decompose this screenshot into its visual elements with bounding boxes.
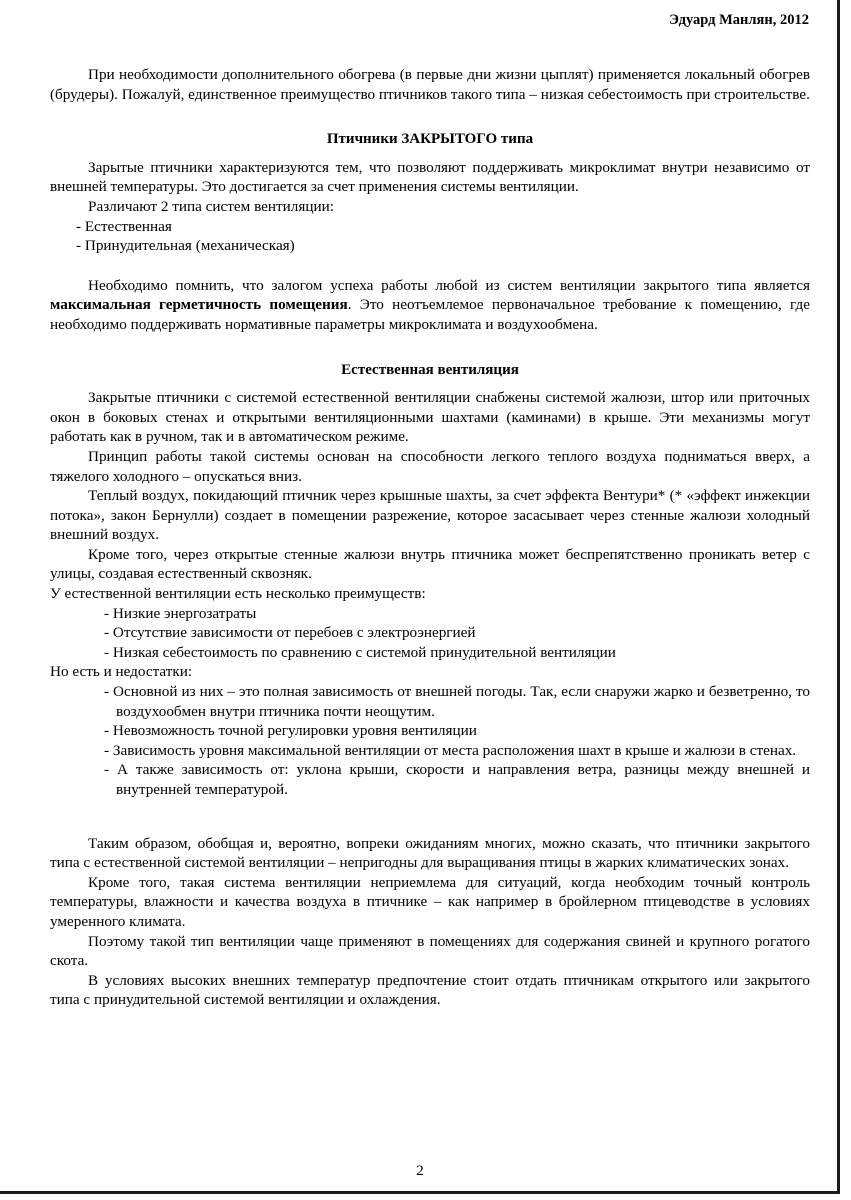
conclusion-paragraph: Таким образом, обобщая и, вероятно, вопреки ожиданиям многих, можно сказать, что птичники закрытого типа с естественной системой вентиляции – непригодны для выращивания птицы в жарких климатических зонах.	[50, 834, 810, 872]
disadvantages-intro: Но есть и недостатки:	[50, 663, 193, 681]
conclusion-paragraph: Поэтому такой тип вентиляции чаще применяют в помещениях для содержания свиней и крупного рогатого скота.	[50, 932, 810, 970]
list-item: - А также зависимость от: уклона крыши, скорости и направления ветра, разницы между внешней и внутренней температурой.	[104, 761, 810, 798]
natural-paragraph: Теплый воздух, покидающий птичник через крышные шахты, за счет эффекта Вентури* (* «эффект инжекции потока», закон Бернулли) создает в помещении разрежение, которое засасывает через стенные жалюзи холодный внешний воздух.	[50, 487, 810, 544]
natural-paragraph: Кроме того, через открытые стенные жалюзи внутрь птичника может беспрепятственно проникать ветер с улицы, создавая естественный сквозняк.	[50, 545, 810, 583]
list-item: - Невозможность точной регулировки уровня вентиляции	[104, 722, 477, 740]
natural-paragraph: Принцип работы такой системы основан на способности легкого теплого воздуха подниматься вверх, а тяжелого холодного – опускаться вниз.	[50, 447, 810, 485]
running-header: Эдуард Манлян, 2012	[669, 12, 809, 28]
conclusion-paragraph: Кроме того, такая система вентиляции неприемлема для ситуаций, когда необходим точный контроль температуры, влажности и качества воздуха в птичнике – как например в бройлерном птицеводстве в условиях умеренного климата.	[50, 873, 810, 930]
page-number: 2	[416, 1163, 424, 1179]
list-item: - Отсутствие зависимости от перебоев с электроэнергией	[104, 624, 476, 642]
advantages-list	[50, 604, 810, 663]
airtightness-emphasis: максимальная герметичность помещения	[50, 296, 348, 314]
vent-type-item: - Естественная	[76, 217, 172, 235]
conclusion-paragraph: В условиях высоких внешних температур предпочтение стоит отдать птичникам открытого или закрытого типа с принудительной системой вентиляции и охлаждения.	[50, 971, 810, 1009]
vent-type-item: - Принудительная (механическая)	[76, 237, 295, 255]
vent-types-intro: Различают 2 типа систем вентиляции:	[88, 197, 334, 215]
advantages-intro: У естественной вентиляции есть несколько преимуществ:	[50, 585, 426, 603]
intro-paragraph: При необходимости дополнительного обогрева (в первые дни жизни цыплят) применяется локальный обогрев (брудеры). Пожалуй, единственное преимущество птичников такого типа – низкая себестоимость при строительстве.	[50, 66, 810, 103]
list-item: - Низкая себестоимость по сравнению с системой принудительной вентиляции	[104, 643, 616, 661]
list-item: - Низкие энергозатраты	[104, 604, 257, 622]
disadvantages-list	[50, 682, 810, 800]
list-item: - Основной из них – это полная зависимость от внешней погоды. Так, если снаружи жарко и безветренно, то воздухообмен внутри птичника почти неощутим.	[104, 683, 810, 720]
section-heading-closed: Птичники ЗАКРЫТОГО типа	[326, 131, 534, 148]
closed-paragraph: Зарытые птичники характеризуются тем, что позволяют поддерживать микроклимат внутри независимо от внешней температуры. Это достигается за счет применения системы вентиляции.	[50, 158, 810, 196]
airtightness-note: Необходимо помнить, что залогом успеха работы любой из систем вентиляции закрытого типа является максимальная герметичность помещения. Это неотъемлемое первоначальное требование к помещению, где необходимо поддерживать нормативные параметры микроклимата и воздухообмена.	[50, 276, 810, 333]
section-heading-natural: Естественная вентиляция	[341, 361, 519, 378]
list-item: - Зависимость уровня максимальной вентиляции от места расположения шахт в крыше и жалюзи в стенах.	[104, 741, 797, 759]
document-body	[50, 65, 810, 1010]
natural-paragraph: Закрытые птичники с системой естественной вентиляции снабжены системой жалюзи, штор или приточных окон в боковых стенах и открытыми вентиляционными шахтами (каминами) в крыше. Эти механизмы могут работать как в ручном, так и в автоматическом режиме.	[50, 389, 810, 446]
